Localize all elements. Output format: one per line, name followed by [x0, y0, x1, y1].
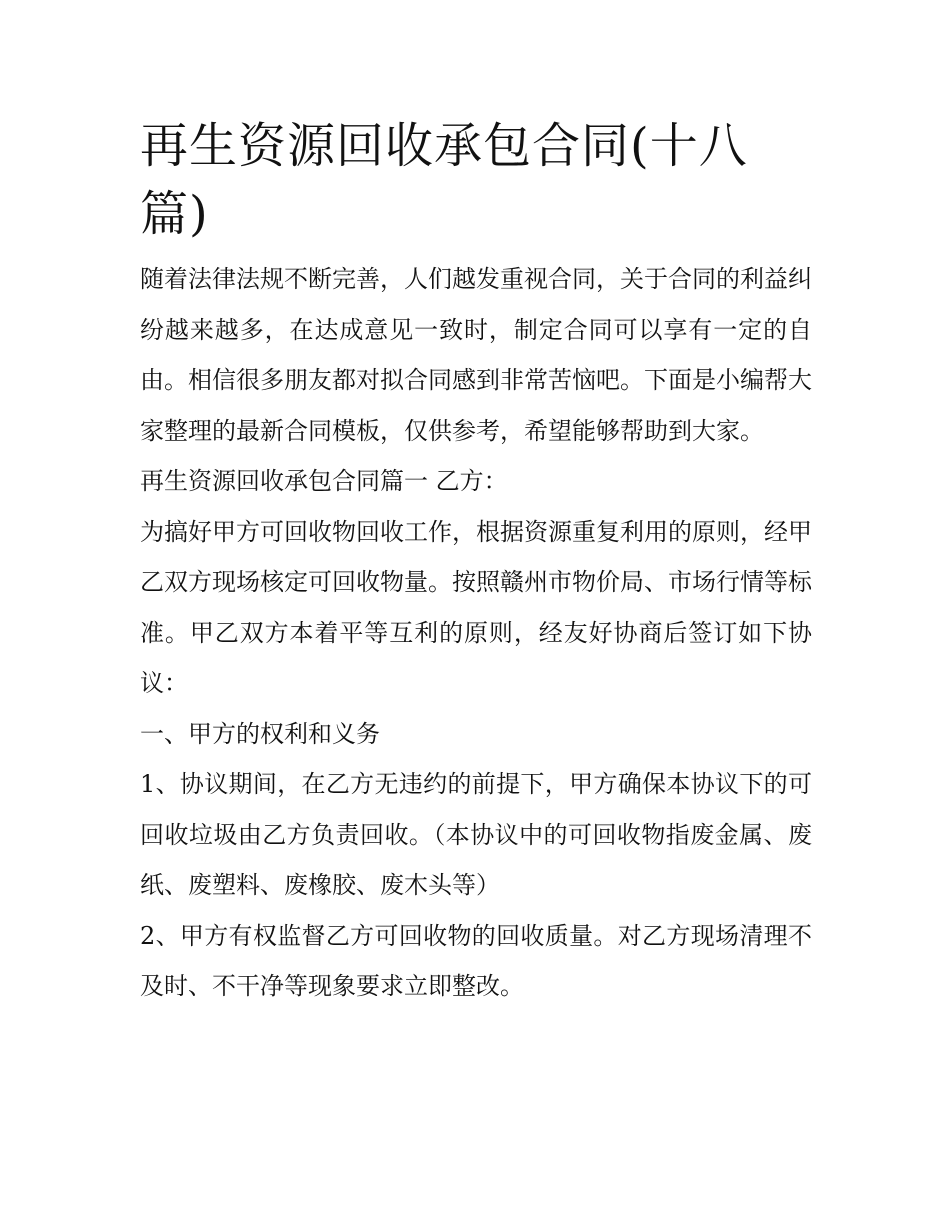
section-heading-part-one: 再生资源回收承包合同篇一 乙方：	[140, 467, 508, 495]
document-title: 再生资源回收承包合同(十八篇)	[140, 118, 748, 242]
document-page	[140, 112, 812, 1012]
preamble-paragraph: 为搞好甲方可回收物回收工作，根据资源重复利用的原则，经甲乙双方现场核定可回收物量。按照赣州市物价局、市场行情等标准。甲乙双方本着平等互利的原则，经友好协商后签订如下协议：	[140, 517, 812, 697]
clause-2: 2、甲方有权监督乙方可回收物的回收质量。对乙方现场清理不及时、不干净等现象要求立即整改。	[140, 921, 812, 1000]
clause-1: 1、协议期间，在乙方无违约的前提下，甲方确保本协议下的可回收垃圾由乙方负责回收。（本协议中的可回收物指废金属、废纸、废塑料、废橡胶、废木头等）	[140, 770, 812, 899]
section-heading-party-a-rights: 一、甲方的权利和义务	[140, 719, 380, 748]
intro-paragraph: 随着法律法规不断完善，人们越发重视合同，关于合同的利益纠纷越来越多，在达成意见一致时，制定合同可以享有一定的自由。相信很多朋友都对拟合同感到非常苦恼吧。下面是小编帮大家整理的最新合同模板，仅供参考，希望能够帮助到大家。	[140, 265, 812, 445]
